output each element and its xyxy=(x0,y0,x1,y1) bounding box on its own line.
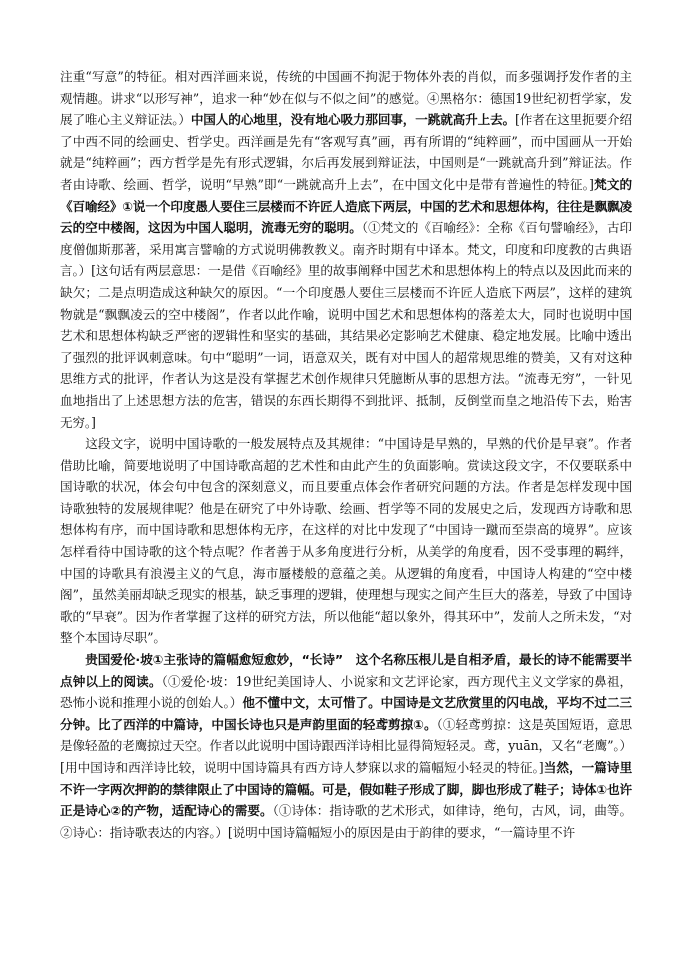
text-run: 这段文字，说明中国诗歌的一般发展特点及其规律：“中国诗是早熟的，早熟的代价是早衰”。作者借助比喻，简要地说明了中国诗歌高超的艺术性和由此产生的负面影响。赏读这段文字，不仅要联系中国诗歌的状况，体会句中包含的深刻意义，而且要重点体会作者研究问题的方法。作者是怎样发现中国诗歌独特的发展规律呢？他是在研究了中外诗歌、绘画、哲学等不同的发展史之后，发现西方诗歌和思想体构有序，而中国诗歌和思想体构无序，在这样的对比中发现了“中国诗一蹴而至崇高的境界”。应该怎样看待中国诗歌的这个特点呢？作者善于从多角度进行分析，从美学的角度看，因不受事理的羁绊，中国的诗歌具有浪漫主义的气息，海市蜃楼般的意蕴之美。从逻辑的角度看，中国诗人构建的“空中楼阁”，虽然美丽却缺乏现实的根基，缺乏事理的逻辑，使理想与现实之间产生巨大的落差，导致了中国诗歌的“早衰”。因为作者掌握了这样的研究方法，所以他能“超以象外，得其环中”，发前人之所未发，“对整个本国诗尽职”。 xyxy=(60,436,632,646)
bold-text-run: 梵文的《百喻经》①说一个印度愚人要住三层楼而不许匠人造底下两层，中国的艺术和思想体构，往往是飘飘凌云的空中楼阁，这因为中国人聪明，流毒无穷的聪明。 xyxy=(60,176,632,236)
paragraph-1 xyxy=(60,66,632,433)
paragraph-3 xyxy=(60,649,632,843)
paragraph-2 xyxy=(60,433,632,649)
text-run: （①梵文的《百喻经》：全称《百句譬喻经》，古印度僧伽斯那著，采用寓言譬喻的方式说明佛教教义。南齐时期有中译本。梵文，印度和印度教的古典语言。）[这句话有两层意思：一是借《百喻经》里的故事阐释中国艺术和思想体构上的特点以及因此而来的缺欠；二是点明造成这种缺欠的原因。“一个印度愚人要住三层楼而不许匠人造底下两层”，这样的建筑物就是“飘飘凌云的空中楼阁”，作者以此作喻，说明中国艺术和思想体构的落差太大，同时也说明中国艺术和思想体构缺乏严密的逻辑性和坚实的基础，其结果必定影响艺术健康、稳定地发展。比喻中透出了强烈的批评讽刺意味。句中“聪明”一词，语意双关，既有对中国人的超常规思维的赞美，又有对这种思维方式的批评，作者认为这是没有掌握艺术创作规律只凭臆断从事的思想方法。“流毒无穷”，一针见血地指出了上述思想方法的危害，错误的东西长期得不到批评、抵制，反倒堂而皇之地沿传下去，贻害无穷。] xyxy=(60,220,632,430)
text-run: 注重“写意”的特征。相对西洋画来说，传统的中国画不拘泥于物体外表的肖似，而多强调抒发作者的主观情趣。讲求“以形写神”，追求一种“妙在似与不似之间”的感觉。④黑格尔：德国19世纪初哲学家，发展了唯心主义辩证法。） xyxy=(60,69,632,128)
bold-text-run: 贵国爱伦·坡①主张诗的篇幅愈短愈妙，“长诗” 这个名称压根儿是自相矛盾，最长的诗不能需要半点钟以上的阅读。 xyxy=(60,652,632,689)
bold-text-run: 中国人的心地里，没有地心吸力那回事，一跳就高升上去。 xyxy=(190,112,515,128)
bold-text-run: 他不懂中文，太可惜了。中国诗是文艺欣赏里的闪电战，平均不过二三分钟。比了西洋的中篇诗，中国长诗也只是声韵里面的轻鸢剪掠①。 xyxy=(60,695,633,732)
text-run: （①爱伦·坡：19世纪美国诗人、小说家和文艺评论家，西方现代主义文学家的鼻祖，恐怖小说和推理小说的创始人。） xyxy=(60,673,632,711)
text-run: [作者在这里扼要介绍了中西不同的绘画史、哲学史。西洋画是先有“客观写真”画，再有所谓的“纯粹画”，而中国画从一开始就是“纯粹画”；西方哲学是先有形式逻辑，尔后再发展到辩证法，中国则是“一跳就高升到”辩证法。作者由诗歌、绘画、哲学，说明“早熟”即“一跳就高升上去”，在中国文化中是带有普遍性的特征。] xyxy=(60,112,632,192)
text-run: （①轻鸢剪掠：这是英国短语，意思是像轻盈的老鹰掠过天空。作者以此说明中国诗跟西洋诗相比显得简短轻灵。鸢，yuān，又名“老鹰”。）[用中国诗和西洋诗比较，说明中国诗篇具有西方诗人梦寐以求的篇幅短小轻灵的特征。] xyxy=(60,716,632,775)
text-run: （①诗体：指诗歌的艺术形式，如律诗，绝句，古风，词，曲等。②诗心：指诗歌表达的内容。）[说明中国诗篇幅短小的原因是由于韵律的要求，“一篇诗里不许 xyxy=(60,803,632,840)
bold-text-run: 当然，一篇诗里不许一字两次押韵的禁律限止了中国诗的篇幅。可是，假如鞋子形成了脚，脚也形成了鞋子；诗体①也许正是诗心②的产物，适配诗心的需要。 xyxy=(60,760,633,819)
document-page xyxy=(60,66,632,843)
